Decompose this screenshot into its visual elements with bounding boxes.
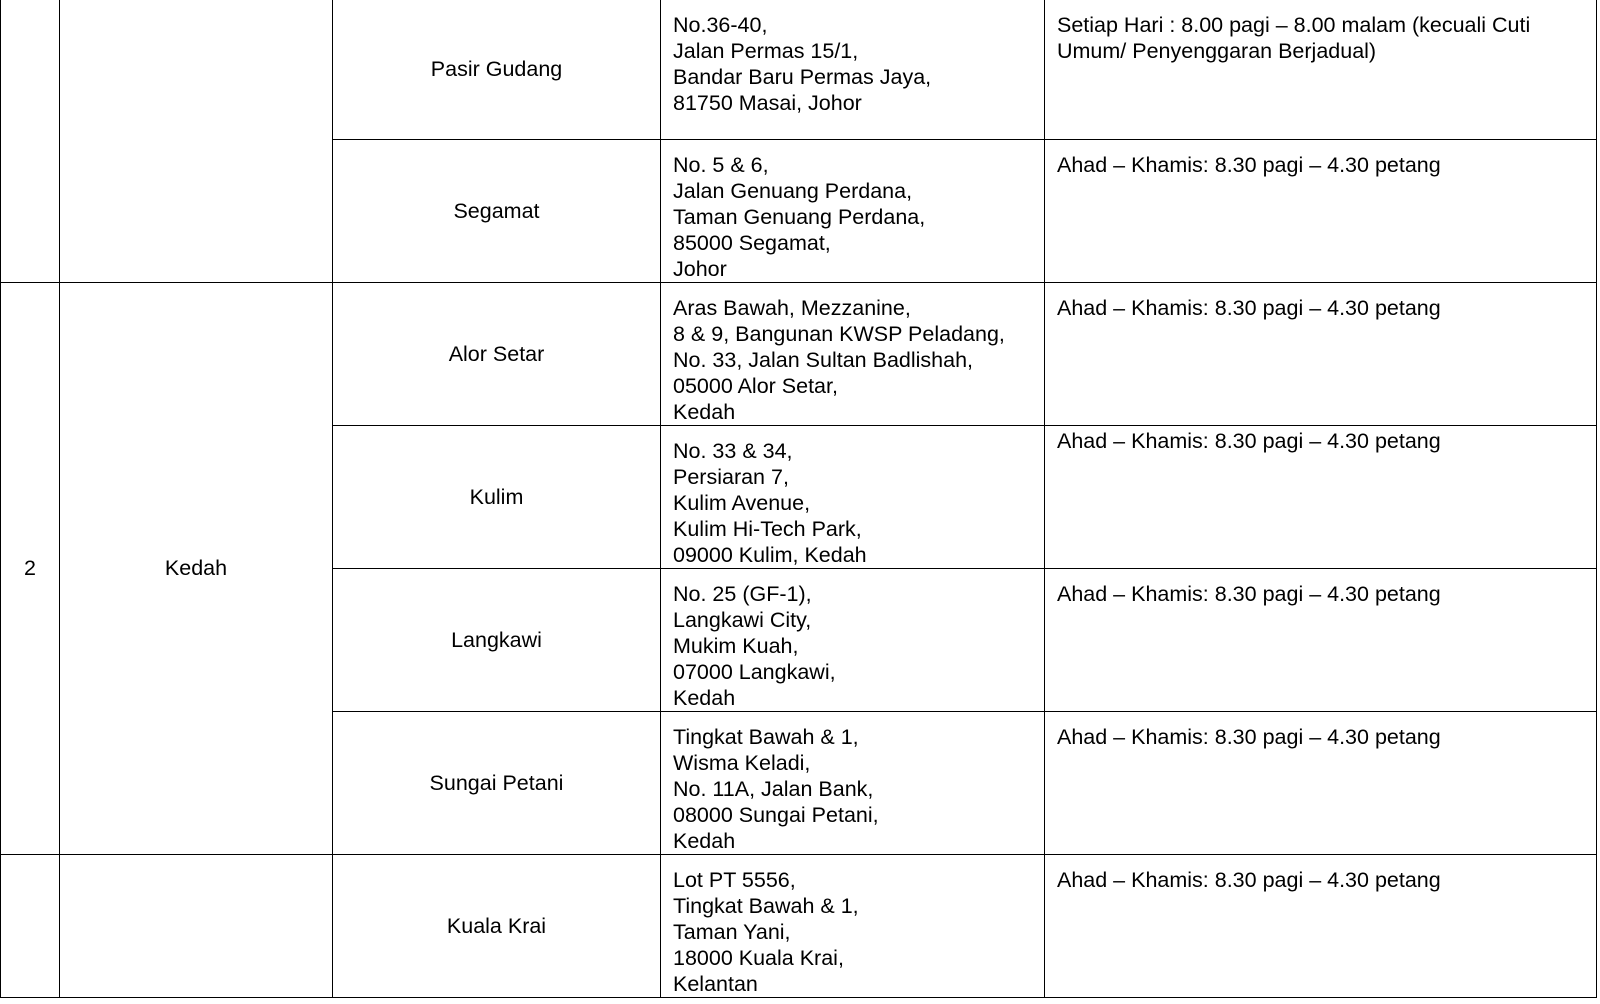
hours-text: Ahad – Khamis: 8.30 pagi – 4.30 petang (1057, 867, 1441, 892)
address-line: 81750 Masai, Johor (673, 91, 862, 115)
branch-name: Segamat (333, 139, 661, 282)
row-number (1, 854, 60, 997)
branch-address (661, 568, 1045, 711)
hours-text: Ahad – Khamis: 8.30 pagi – 4.30 petang (1057, 295, 1441, 320)
address-line: 07000 Langkawi, (673, 659, 836, 684)
address-line: No. 33 & 34, (673, 438, 793, 463)
address-line: Persiaran 7, (673, 464, 789, 489)
branch-name: Sungai Petani (333, 711, 661, 854)
state-name (60, 0, 333, 282)
address-line: Taman Genuang Perdana, (673, 204, 926, 229)
operating-hours (1045, 425, 1597, 568)
hours-text: Ahad – Khamis: 8.30 pagi – 4.30 petang (1057, 152, 1441, 177)
address-line: Kulim Hi-Tech Park, (673, 516, 862, 541)
address-line: Kulim Avenue, (673, 490, 811, 515)
branch-address (661, 282, 1045, 425)
address-line: Lot PT 5556, (673, 867, 796, 892)
address-line: No. 5 & 6, (673, 152, 769, 177)
address-line: 05000 Alor Setar, (673, 373, 838, 398)
address-line: Kedah (673, 685, 736, 710)
address-line: Kelantan (673, 971, 758, 996)
address-line: Bandar Baru Permas Jaya, (673, 65, 932, 89)
state-name: Kedah (60, 282, 333, 854)
address-line: 09000 Kulim, Kedah (673, 542, 867, 567)
address-line: Mukim Kuah, (673, 633, 799, 658)
table-row (1, 854, 1597, 997)
branch-name: Pasir Gudang (333, 0, 661, 139)
branch-name: Kuala Krai (333, 854, 661, 997)
table-row (1, 282, 1597, 425)
operating-hours (1045, 0, 1597, 139)
address-line: Johor (673, 256, 727, 281)
address-line: 18000 Kuala Krai, (673, 945, 844, 970)
address-line: 8 & 9, Bangunan KWSP Peladang, (673, 321, 1005, 346)
address-line: Taman Yani, (673, 919, 791, 944)
operating-hours (1045, 139, 1597, 282)
address-line: No. 25 (GF-1), (673, 581, 812, 606)
address-line: 08000 Sungai Petani, (673, 802, 879, 827)
address-line: 85000 Segamat, (673, 230, 831, 255)
address-line: No. 33, Jalan Sultan Badlishah, (673, 347, 974, 372)
operating-hours (1045, 568, 1597, 711)
table-row (1, 0, 1597, 139)
address-line: Wisma Keladi, (673, 750, 811, 775)
branch-address (661, 854, 1045, 997)
branch-address (661, 425, 1045, 568)
address-line: Kedah (673, 399, 736, 424)
branch-address (661, 139, 1045, 282)
address-line: No.36-40, (673, 13, 768, 37)
operating-hours (1045, 711, 1597, 854)
branch-name: Alor Setar (333, 282, 661, 425)
row-number (1, 0, 60, 282)
branch-address (661, 711, 1045, 854)
operating-hours (1045, 282, 1597, 425)
address-line: Jalan Permas 15/1, (673, 39, 859, 63)
branch-name: Langkawi (333, 568, 661, 711)
branch-address (661, 0, 1045, 139)
address-line: Tingkat Bawah & 1, (673, 893, 859, 918)
address-line: No. 11A, Jalan Bank, (673, 776, 874, 801)
hours-text: Ahad – Khamis: 8.30 pagi – 4.30 petang (1057, 428, 1441, 453)
branch-name: Kulim (333, 425, 661, 568)
hours-text: Setiap Hari : 8.00 pagi – 8.00 malam (kecuali Cuti Umum/ Penyenggaran Berjadual) (1057, 13, 1531, 63)
state-name (60, 854, 333, 997)
hours-text: Ahad – Khamis: 8.30 pagi – 4.30 petang (1057, 581, 1441, 606)
address-line: Kedah (673, 828, 736, 853)
operating-hours (1045, 854, 1597, 997)
address-line: Tingkat Bawah & 1, (673, 724, 859, 749)
address-line: Langkawi City, (673, 607, 812, 632)
address-line: Jalan Genuang Perdana, (673, 178, 913, 203)
row-number: 2 (1, 282, 60, 854)
address-line: Aras Bawah, Mezzanine, (673, 295, 911, 320)
hours-text: Ahad – Khamis: 8.30 pagi – 4.30 petang (1057, 724, 1441, 749)
